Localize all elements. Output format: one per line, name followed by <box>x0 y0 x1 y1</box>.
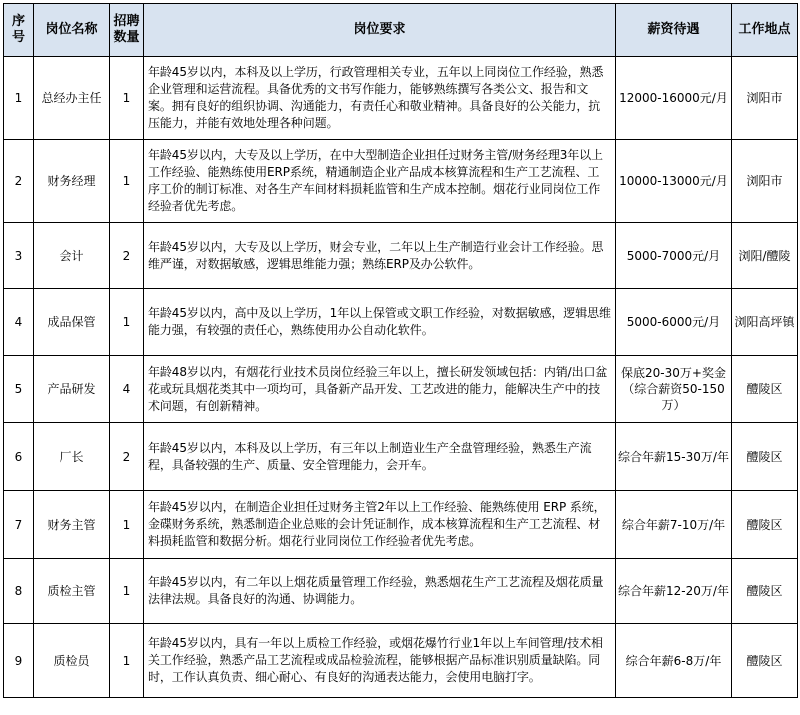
salary-main: 12000-16000元/月 <box>619 91 728 105</box>
salary-main: 10000-13000元/月 <box>619 174 728 188</box>
row-count: 1 <box>110 140 144 223</box>
row-salary <box>616 57 732 140</box>
row-requirements: 年龄45岁以内，具有一年以上质检工作经验，或烟花爆竹行业1年以上车间管理/技术相关工作经验，熟悉产品工艺流程或成品检验流程，能够根据产品标准识别质量缺陷。同时，工作认真负责、细心耐心、有良好的沟通表达能力，会使用电脑打字。 <box>144 624 616 698</box>
salary-main: 5000-6000元/月 <box>626 315 721 329</box>
table-row <box>4 223 798 289</box>
row-requirements: 年龄45岁以内，有二年以上烟花质量管理工作经验，熟悉烟花生产工艺流程及烟花质量法律法规。具备良好的沟通、协调能力。 <box>144 559 616 624</box>
header-requirements: 岗位要求 <box>144 4 616 57</box>
row-title: 会计 <box>34 223 110 289</box>
salary-main: 5000-7000元/月 <box>626 248 721 263</box>
row-count: 1 <box>110 624 144 698</box>
row-count: 4 <box>110 356 144 423</box>
row-count: 2 <box>110 423 144 491</box>
salary-main: 综合年薪12-20万/年 <box>618 584 729 598</box>
row-index: 5 <box>4 356 34 423</box>
salary-main: 综合年薪6-8万/年 <box>625 653 722 668</box>
salary-main: 综合年薪7-10万/年 <box>621 517 726 532</box>
row-requirements: 年龄48岁以内，有烟花行业技术员岗位经验三年以上，擅长研发领域包括：内销/出口盆花或玩具烟花类其中一项均可，具备新产品开发、工艺改进的能力，能解决生产中的技术问题，有创新精神。 <box>144 356 616 423</box>
header-index: 序号 <box>4 4 34 57</box>
row-index: 8 <box>4 559 34 624</box>
row-index: 4 <box>4 289 34 356</box>
table-row <box>4 57 798 140</box>
table-row <box>4 624 798 698</box>
row-location: 醴陵区 <box>732 491 798 559</box>
row-salary <box>616 491 732 559</box>
row-index: 7 <box>4 491 34 559</box>
row-location: 醴陵区 <box>732 356 798 423</box>
table-row <box>4 289 798 356</box>
job-table <box>3 3 798 698</box>
row-index: 1 <box>4 57 34 140</box>
table-row <box>4 140 798 223</box>
header-row <box>4 4 798 57</box>
table-row <box>4 356 798 423</box>
row-salary <box>616 423 732 491</box>
row-salary <box>616 223 732 289</box>
table-row <box>4 423 798 491</box>
row-salary <box>616 624 732 698</box>
row-index: 9 <box>4 624 34 698</box>
row-salary <box>616 356 732 423</box>
table-row <box>4 559 798 624</box>
row-title: 质检主管 <box>34 559 110 624</box>
row-title: 成品保管 <box>34 289 110 356</box>
row-requirements: 年龄45岁以内，本科及以上学历，有三年以上制造业生产全盘管理经验，熟悉生产流程，具备较强的生产、质量、安全管理能力，会开车。 <box>144 423 616 491</box>
row-index: 3 <box>4 223 34 289</box>
row-title: 产品研发 <box>34 356 110 423</box>
row-salary <box>616 140 732 223</box>
header-count: 招聘数量 <box>110 4 144 57</box>
row-location: 浏阳高坪镇 <box>732 289 798 356</box>
row-title: 质检员 <box>34 624 110 698</box>
row-index: 2 <box>4 140 34 223</box>
row-title: 厂长 <box>34 423 110 491</box>
row-count: 1 <box>110 289 144 356</box>
row-location: 浏阳市 <box>732 57 798 140</box>
row-count: 1 <box>110 491 144 559</box>
row-count: 1 <box>110 559 144 624</box>
header-location: 工作地点 <box>732 4 798 57</box>
row-count: 2 <box>110 223 144 289</box>
row-requirements: 年龄45岁以内，在制造企业担任过财务主管2年以上工作经验、能熟练使用 ERP 系统，金碟财务系统，熟悉制造企业总账的会计凭证制作，成本核算流程和生产工艺流程、材料损耗监管和数据分析。烟花行业同岗位工作经验者优先考虑。 <box>144 491 616 559</box>
row-requirements: 年龄45岁以内，本科及以上学历，行政管理相关专业，五年以上同岗位工作经验，熟悉企业管理和运营流程。具备优秀的文书写作能力，能够熟练撰写各类公文、报告和文案。拥有良好的组织协调、沟通能力，有责任心和敬业精神。具备良好的公关能力，抗压能力，并能有效地处理各种问题。 <box>144 57 616 140</box>
row-requirements: 年龄45岁以内，大专及以上学历，在中大型制造企业担任过财务主管/财务经理3年以上工作经验、能熟练使用ERP系统，精通制造企业产品成本核算流程和生产工艺流程、工序工价的制订标准、对各生产车间材料损耗监管和生产成本控制。烟花行业同岗位工作经验者优先考虑。 <box>144 140 616 223</box>
row-requirements: 年龄45岁以内，大专及以上学历，财会专业，二年以上生产制造行业会计工作经验。思维严谨，对数据敏感，逻辑思维能力强；熟练ERP及办公软件。 <box>144 223 616 289</box>
row-salary <box>616 289 732 356</box>
salary-main: 保底20-30万+奖金 <box>621 366 726 380</box>
row-requirements: 年龄45岁以内，高中及以上学历，1年以上保管或文职工作经验，对数据敏感，逻辑思维能力强，有较强的责任心，熟练使用办公自动化软件。 <box>144 289 616 356</box>
row-salary <box>616 559 732 624</box>
table-row <box>4 491 798 559</box>
salary-main: 综合年薪15-30万/年 <box>618 449 729 464</box>
row-location: 醴陵区 <box>732 423 798 491</box>
header-title: 岗位名称 <box>34 4 110 57</box>
row-location: 醴陵区 <box>732 559 798 624</box>
row-title: 财务主管 <box>34 491 110 559</box>
row-index: 6 <box>4 423 34 491</box>
row-location: 浏阳/醴陵 <box>732 223 798 289</box>
row-title: 财务经理 <box>34 140 110 223</box>
row-title: 总经办主任 <box>34 57 110 140</box>
row-count: 1 <box>110 57 144 140</box>
salary-extra: （综合薪资50-150万） <box>622 382 725 412</box>
row-location: 浏阳市 <box>732 140 798 223</box>
header-salary: 薪资待遇 <box>616 4 732 57</box>
row-location: 醴陵区 <box>732 624 798 698</box>
